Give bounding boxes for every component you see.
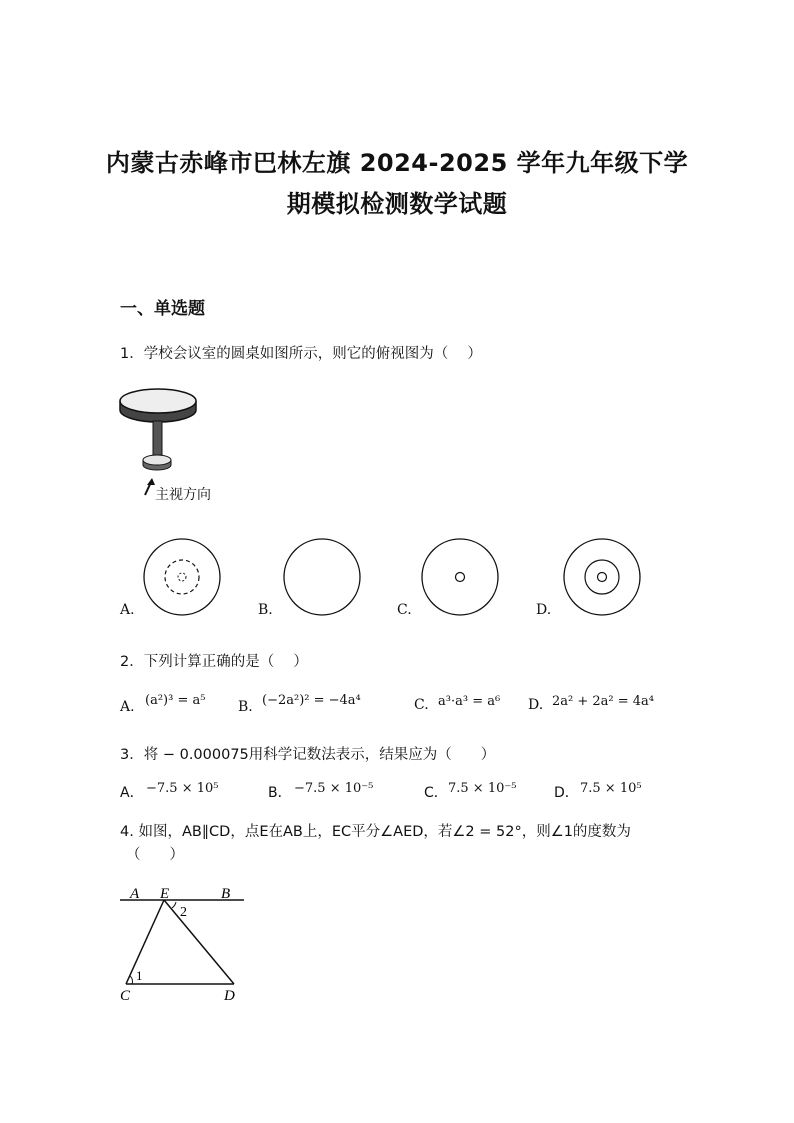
page-title-line1: 内蒙古赤峰市巴林左旗 2024-2025 学年九年级下学: [105, 149, 689, 177]
question-2-stem: 2．下列计算正确的是（ ）: [120, 654, 308, 670]
q1-option-c-label[interactable]: C.: [397, 602, 412, 618]
q3-option-c-expr: 7.5 × 10⁻⁵: [448, 781, 517, 796]
point-b-label: B: [221, 886, 231, 902]
q2-option-c-expr: a³·a³ = a⁶: [438, 694, 501, 709]
question-4-stem: 4. 如图，AB∥CD，点E在AB上，EC平分∠AED，若∠2 = 52°，则∠1的度数为: [120, 824, 631, 840]
question-4-stem-cont: （ ）: [126, 847, 184, 863]
question-3-stem: 3．将 − 0.000075用科学记数法表示，结果应为（ ）: [120, 747, 496, 763]
q3-option-b-expr: −7.5 × 10⁻⁵: [294, 781, 374, 796]
section-heading: 一、单选题: [120, 299, 205, 319]
q3-option-a-expr: −7.5 × 10⁵: [146, 781, 219, 796]
q2-option-c-label[interactable]: C.: [414, 697, 429, 713]
q3-option-b-label[interactable]: B．: [268, 785, 292, 801]
q2-option-b-label[interactable]: B.: [238, 699, 253, 715]
page-title-line2: 期模拟检测数学试题: [286, 190, 508, 218]
main-view-direction-label: 主视方向: [155, 487, 211, 503]
option-a-figure: [140, 535, 224, 619]
q3-option-a-label[interactable]: A．: [120, 785, 144, 801]
option-c-figure: [418, 535, 502, 619]
q2-option-a-label[interactable]: A.: [120, 699, 135, 715]
angle-2-label: 2: [180, 905, 187, 920]
q2-option-a-expr: (a²)³ = a⁵: [145, 693, 206, 708]
point-a-label: A: [130, 886, 140, 902]
point-e-label: E: [160, 886, 170, 902]
q1-option-b-label[interactable]: B.: [258, 602, 273, 618]
q2-option-d-label[interactable]: D.: [528, 697, 544, 713]
point-c-label: C: [120, 988, 131, 1004]
q2-option-b-expr: (−2a²)² = −4a⁴: [262, 693, 361, 708]
question-1-stem: 1．学校会议室的圆桌如图所示，则它的俯视图为（ ）: [120, 346, 482, 362]
option-b-figure: [280, 535, 364, 619]
q1-option-d-label[interactable]: D.: [536, 602, 552, 618]
angle-1-label: 1: [136, 968, 143, 983]
q3-option-d-expr: 7.5 × 10⁵: [580, 781, 642, 796]
point-d-label: D: [224, 988, 235, 1004]
q3-option-c-label[interactable]: C．: [424, 785, 448, 801]
parallel-lines-figure: [112, 880, 252, 1005]
q2-option-d-expr: 2a² + 2a² = 4a⁴: [552, 694, 655, 709]
q1-option-a-label[interactable]: A.: [120, 602, 135, 618]
q3-option-d-label[interactable]: D．: [554, 785, 579, 801]
option-d-figure: [560, 535, 644, 619]
